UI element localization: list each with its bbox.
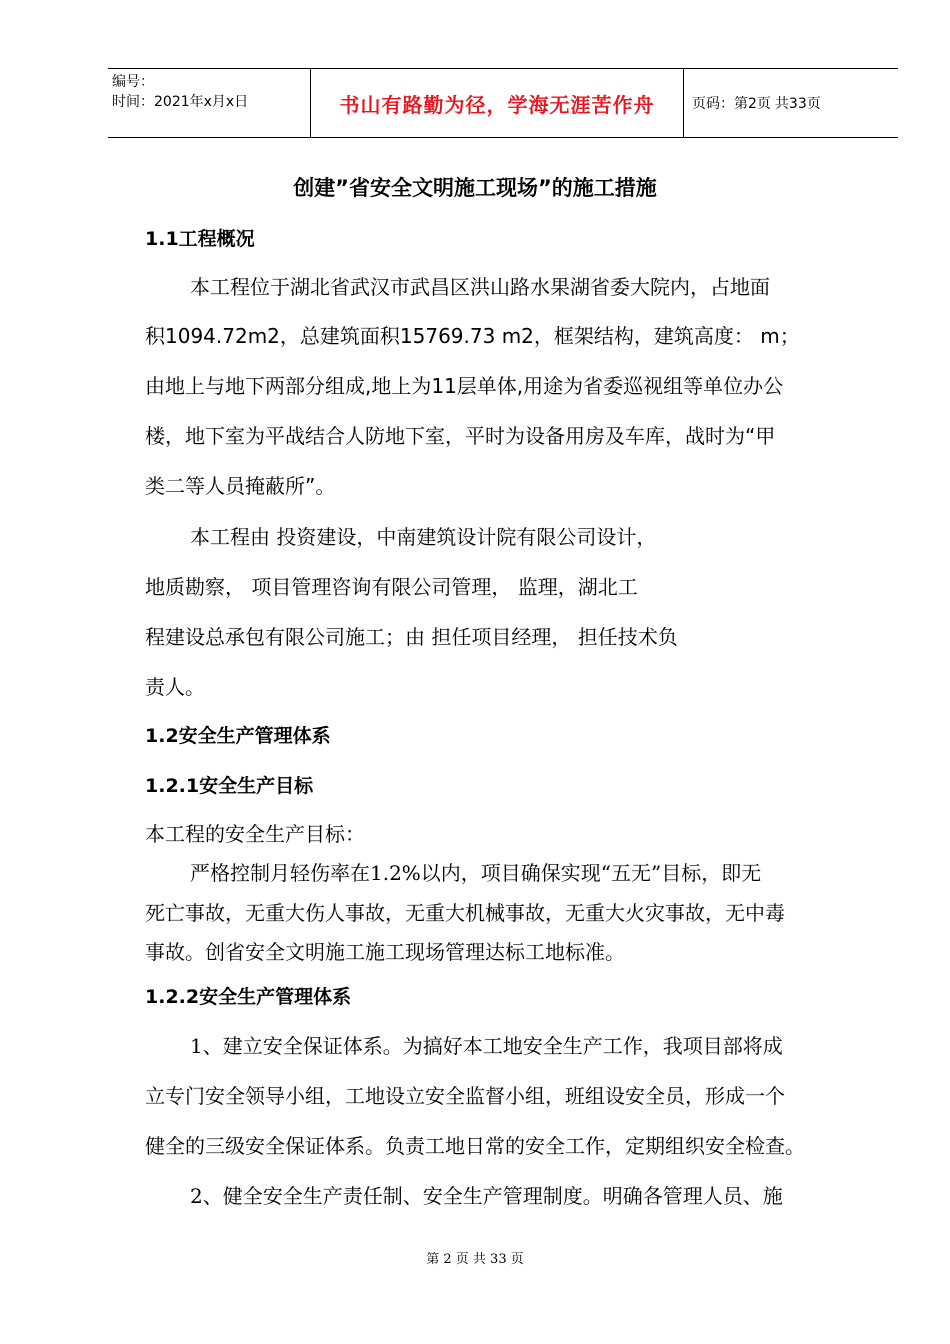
overview-line: 由地上与地下两部分组成,地上为11层单体,用途为省委巡视组等单位办公 — [145, 374, 784, 398]
page-header — [108, 68, 898, 138]
goal-line: 严格控制月轻伤率在1.2%以内，项目确保实现“五无”目标，即无 — [190, 861, 762, 885]
section-1-2-heading: 1.2安全生产管理体系 — [145, 725, 331, 747]
header-meta — [108, 69, 310, 137]
overview-line: 类二等人员掩蔽所”。 — [145, 474, 336, 498]
parties-line: 程建设总承包有限公司施工；由 担任项目经理， 担任技术负 — [145, 625, 678, 649]
goal-line: 死亡事故，无重大伤人事故，无重大机械事故，无重大火灾事故，无中毒 — [145, 901, 785, 925]
doc-time: 时间：2021年x月x日 — [112, 94, 249, 110]
overview-line: 楼，地下室为平战结合人防地下室，平时为设备用房及车库，战时为“甲 — [145, 424, 776, 448]
page-number: 页码：第2页 — [692, 96, 771, 112]
page-total: 共33页 — [774, 96, 821, 112]
section-1-2-2-heading: 1.2.2安全生产管理体系 — [145, 986, 352, 1008]
header-motto: 书山有路勤为径，学海无涯苦作舟 — [339, 92, 655, 117]
system-line: 立专门安全领导小组，工地设立安全监督小组，班组设安全员，形成一个 — [145, 1084, 785, 1108]
section-1-2-1-heading: 1.2.1安全生产目标 — [145, 775, 314, 797]
system-line: 健全的三级安全保证体系。负责工地日常的安全工作，定期组织安全检查。 — [145, 1134, 805, 1158]
goal-line: 事故。创省安全文明施工施工现场管理达标工地标准。 — [145, 940, 625, 964]
parties-line: 责人。 — [145, 675, 205, 699]
overview-line: 本工程位于湖北省武汉市武昌区洪山路水果湖省委大院内，占地面 — [190, 275, 770, 299]
goal-intro: 本工程的安全生产目标： — [145, 822, 365, 846]
document-title: 创建”省安全文明施工现场”的施工措施 — [293, 176, 657, 200]
header-motto-cell — [310, 69, 684, 137]
section-1-1-heading: 1.1工程概况 — [145, 228, 255, 250]
overview-line: 积1094.72m2，总建筑面积15769.73 m2，框架结构，建筑高度： m； — [145, 324, 800, 348]
system-line: 1、建立安全保证体系。为搞好本工地安全生产工作，我项目部将成 — [190, 1034, 783, 1058]
parties-line: 本工程由 投资建设，中南建筑设计院有限公司设计， — [190, 525, 657, 549]
doc-number: 编号： — [112, 74, 154, 90]
page-footer: 第 2 页 共 33 页 — [426, 1252, 524, 1267]
header-page-info — [684, 69, 898, 137]
system-line: 2、健全安全生产责任制、安全生产管理制度。明确各管理人员、施 — [190, 1184, 783, 1208]
parties-line: 地质勘察， 项目管理咨询有限公司管理， 监理，湖北工 — [145, 575, 638, 599]
